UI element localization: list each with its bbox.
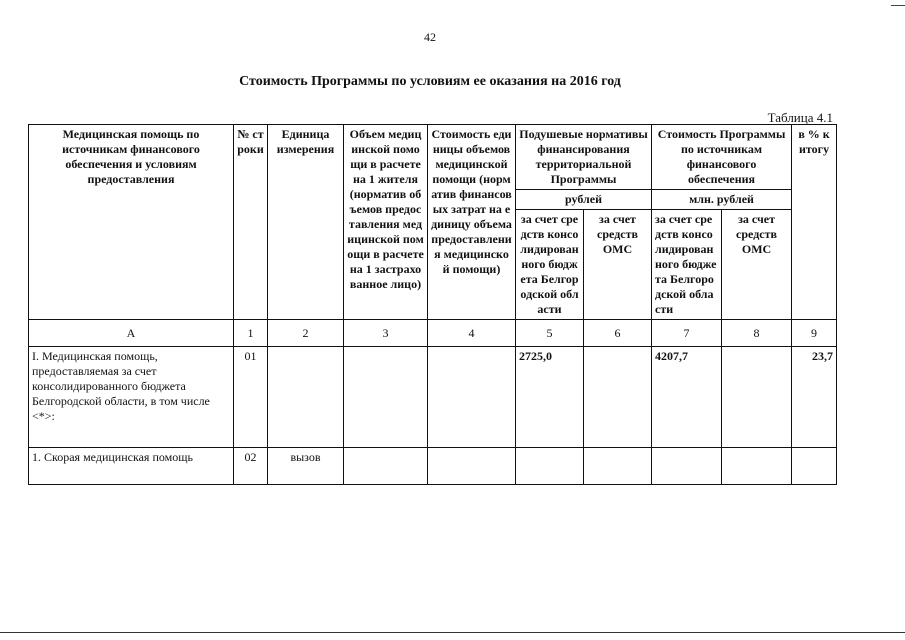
index-cell: 8	[722, 320, 792, 347]
index-cell: А	[29, 320, 234, 347]
table-row	[29, 448, 837, 485]
table-row	[29, 347, 837, 448]
row-value-8	[722, 347, 792, 448]
header-col-2: Единица измерения	[268, 125, 344, 320]
header-unit-mln-rubles: млн. рублей	[652, 190, 792, 210]
header-col-5: за счет средств консолидированного бюджета Белгородской области	[516, 210, 584, 320]
index-cell: 2	[268, 320, 344, 347]
row-value-3	[344, 448, 428, 485]
header-col-7: за счет средств консолидированного бюджета Белгородской области	[652, 210, 722, 320]
row-value-5	[516, 448, 584, 485]
row-value-7: 4207,7	[652, 347, 722, 448]
header-col-6: за счет средств ОМС	[584, 210, 652, 320]
row-value-4	[428, 448, 516, 485]
header-col-8: за счет средств ОМС	[722, 210, 792, 320]
row-value-6	[584, 448, 652, 485]
row-value-3	[344, 347, 428, 448]
page-title: Стоимость Программы по условиям ее оказания на 2016 год	[239, 74, 621, 89]
row-line-number: 01	[234, 347, 268, 448]
row-value-9: 23,7	[792, 347, 837, 448]
header-col-3: Объем медицинской помощи в расчете на 1 жителя (норматив объемов предоставления медицинской помощи в расчете на 1 застрахованное лицо)	[344, 125, 428, 320]
table-label: Таблица 4.1	[767, 110, 833, 125]
bottom-rule	[0, 632, 905, 633]
page-number: 42	[424, 30, 436, 44]
row-value-6	[584, 347, 652, 448]
index-cell: 4	[428, 320, 516, 347]
program-cost-table	[28, 124, 837, 485]
index-cell: 5	[516, 320, 584, 347]
index-cell: 6	[584, 320, 652, 347]
index-row	[29, 320, 837, 347]
header-col-a: Медицинская помощь по источникам финансового обеспечения и условиям предоставления	[29, 125, 234, 320]
index-cell: 7	[652, 320, 722, 347]
row-value-7	[652, 448, 722, 485]
row-value-9	[792, 448, 837, 485]
row-unit: вызов	[268, 448, 344, 485]
row-value-8	[722, 448, 792, 485]
header-group-program-cost: Стоимость Программы по источникам финансового обеспечения	[652, 125, 792, 190]
row-name: I. Медицинская помощь, предоставляемая за счет консолидированного бюджета Белгородской области, в том числе <*>:	[29, 347, 234, 448]
header-col-1: № строки	[234, 125, 268, 320]
row-unit	[268, 347, 344, 448]
row-line-number: 02	[234, 448, 268, 485]
row-name: 1. Скорая медицинская помощь	[29, 448, 234, 485]
index-cell: 9	[792, 320, 837, 347]
header-row-1	[29, 125, 837, 190]
header-col-4: Стоимость единицы объемов медицинской помощи (норматив финансовых затрат на единицу объема предоставления медицинской помощи)	[428, 125, 516, 320]
header-group-per-capita: Подушевые нормативы финансирования территориальной Программы	[516, 125, 652, 190]
corner-mark	[891, 5, 905, 6]
index-cell: 1	[234, 320, 268, 347]
header-unit-rubles: рублей	[516, 190, 652, 210]
row-value-5: 2725,0	[516, 347, 584, 448]
header-col-9: в % к итогу	[792, 125, 837, 320]
row-value-4	[428, 347, 516, 448]
index-cell: 3	[344, 320, 428, 347]
